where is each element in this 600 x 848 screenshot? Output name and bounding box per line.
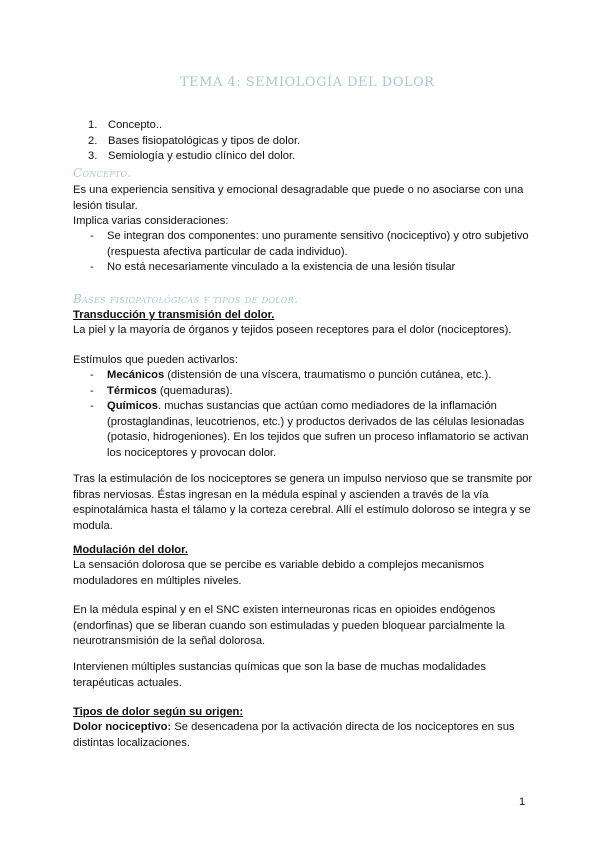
paragraph: Implica varias consideraciones:: [73, 215, 229, 227]
bullet-list: [90, 229, 530, 276]
list-item: - Térmicos (quemaduras).: [90, 384, 233, 397]
page-number: 1: [519, 796, 526, 808]
list-item: - Se integran dos componentes: uno puramente sensitivo (nociceptivo) y otro subjetivo (respuesta afectiva particular de cada individuo).: [90, 230, 529, 258]
list-item: - No está necesariamente vinculado a la existencia de una lesión tisular: [90, 261, 456, 273]
index-item: 1. Concepto..: [88, 119, 163, 131]
paragraph: Estímulos que pueden activarlos:: [73, 354, 238, 366]
list-item: - Mecánicos (distensión de una víscera, traumatismo o punción cutánea, etc.).: [90, 369, 492, 381]
index-item: 3. Semiología y estudio clínico del dolor.: [88, 150, 296, 162]
subheading-transduccion: Transducción y transmisión del dolor.: [73, 309, 275, 321]
paragraph: La piel y la mayoría de órganos y tejidos poseen receptores para el dolor (nociceptores).: [73, 324, 512, 336]
subheading-modulacion: Modulación del dolor.: [73, 544, 188, 556]
paragraph: Es una experiencia sensitiva y emocional desagradable que puede o no asociarse con una lesión tisular.: [73, 184, 524, 212]
paragraph: La sensación dolorosa que se percibe es variable debido a complejos mecanismos moduladores en múltiples niveles.: [73, 559, 485, 587]
paragraph: En la médula espinal y en el SNC existen interneuronas ricas en opioides endógenos (endorfinas) que se liberan cuando son estimuladas y pueden bloquear parcialmente la neurotransmisión de la señal dolorosa.: [73, 604, 505, 647]
paragraph: Intervienen múltiples sustancias químicas que son la base de muchas modalidades terapéuticas actuales.: [73, 661, 486, 689]
list-item: - Químicos. muchas sustancias que actúan como mediadores de la inflamación (prostaglandinas, leucotrienos, etc.) y productos derivados de las células lesionadas (potasio, hidrogeniones). En los tejidos que sufren un proceso inflamatorio se activan los nociceptores y provocan dolor.: [90, 400, 529, 459]
paragraph: Tras la estimulación de los nociceptores se genera un impulso nervioso que se transmite por fibras nerviosas. Éstas ingresan en la médula espinal y ascienden a través de la vía espinotalámica hasta el tálamo y la corteza cerebral. Allí el estímulo doloroso se integra y se modula.: [73, 473, 533, 532]
index-list: [88, 118, 300, 165]
paragraph: Dolor nociceptivo: Se desencadena por la activación directa de los nociceptores en sus distintas localizaciones.: [73, 721, 515, 749]
page-title: TEMA 4: SEMIOLOGÍA DEL DOLOR: [180, 75, 435, 90]
section-heading-concepto: Concepto.: [73, 166, 132, 180]
subheading-tipos: Tipos de dolor según su origen:: [73, 706, 244, 718]
section-heading-bases: Bases fisiopatológicas y tipos de dolor.: [73, 292, 299, 306]
stimuli-list: [90, 368, 530, 461]
index-item: 2. Bases fisiopatológicas y tipos de dolor.: [88, 134, 301, 147]
